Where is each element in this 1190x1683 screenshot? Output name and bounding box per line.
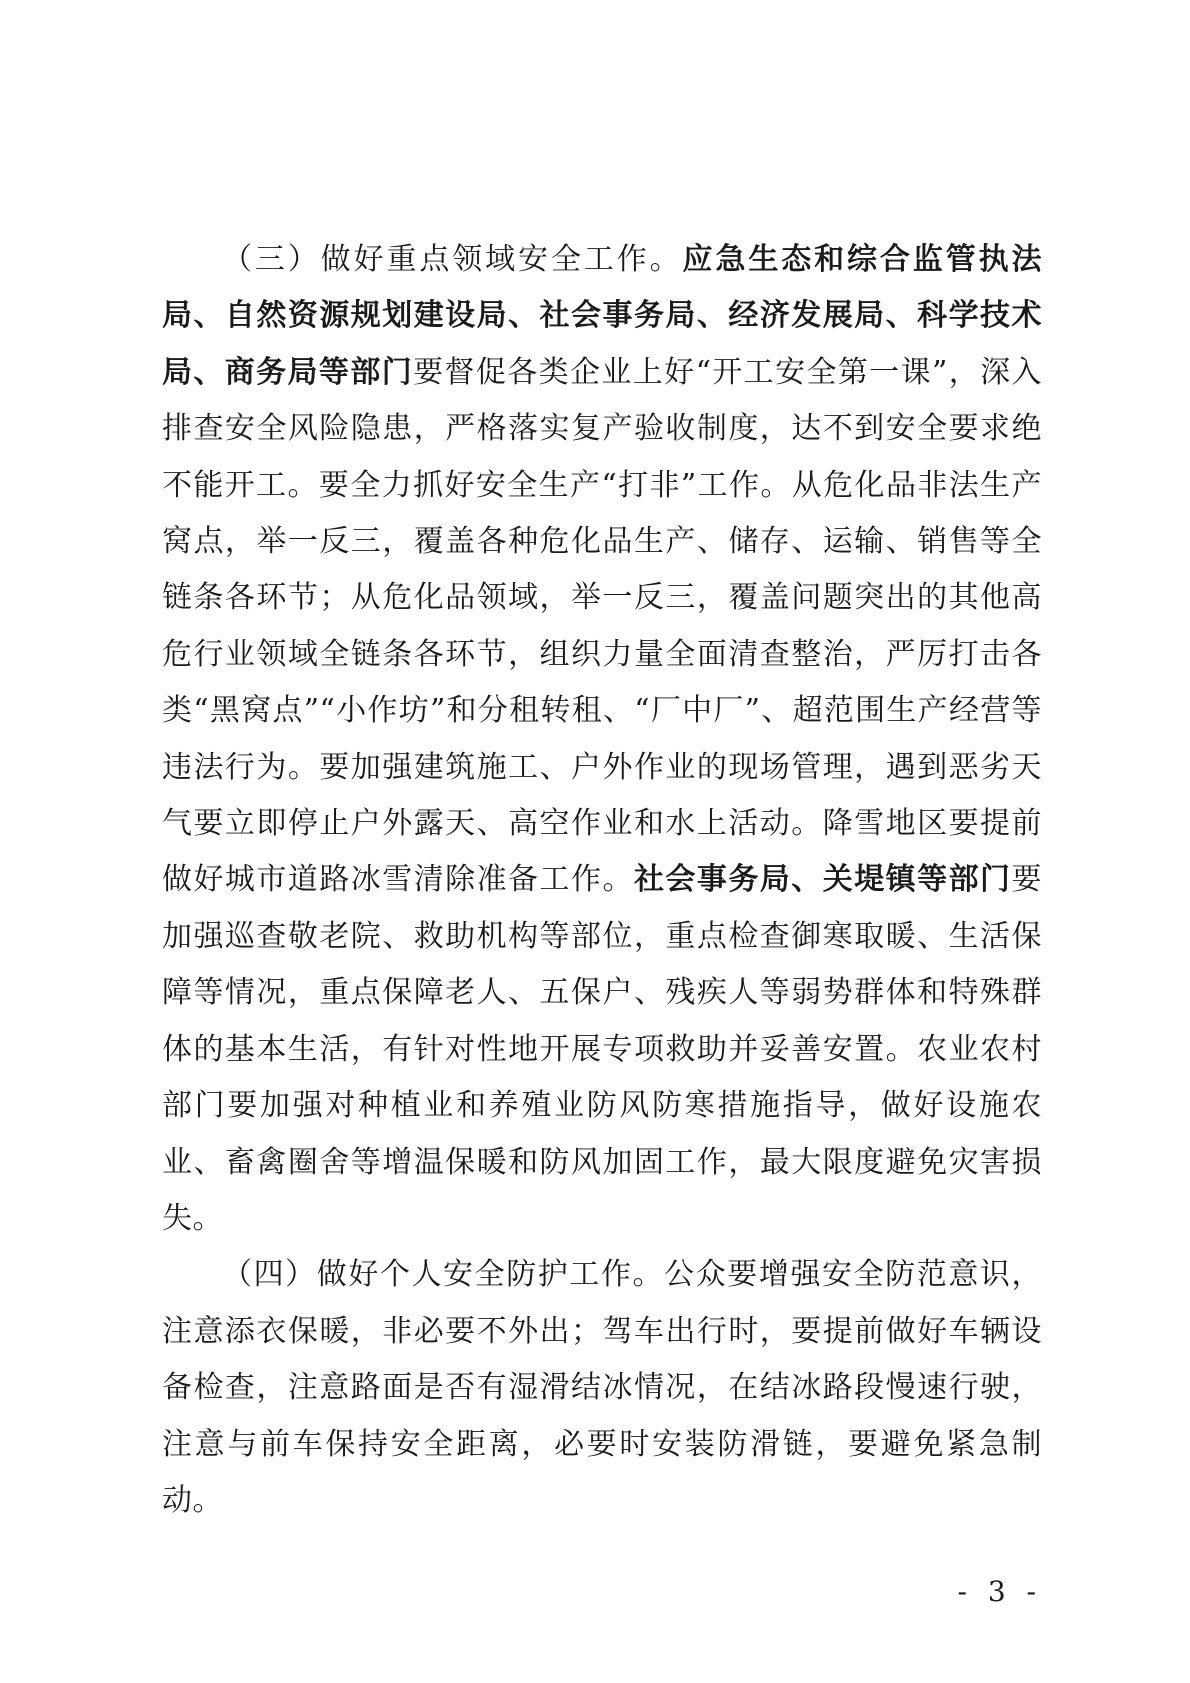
paragraph-heading: （三）做好重点领域安全工作。 [222, 242, 683, 277]
paragraph-text: 要督促各类企业上好“开工安全第一课”，深入排查安全风险隐患，严格落实复产验收制度，达不到安全要求绝不能开工。要全力抓好安全生产“打非”工作。从危化品非法生产窝点，举一反三，覆盖各种危化品生产、储存、运输、销售等全链条各环节；从危化品领域，举一反三，覆盖问题突出的其他高危行业领域全链条各环节，组织力量全面清查整治，严厉打击各类“黑窝点”“小作坊”和分租转租、“厂中厂”、超范围生产经营等违法行为。要加强建筑施工、户外作业的现场管理，遇到恶劣天气要立即停止户外露天、高空作业和水上活动。降雪地区要提前做好城市道路冰雪清除准备工作。 [162, 354, 1042, 898]
paragraph-text: 要加强巡查敬老院、救助机构等部位，重点检查御寒取暖、生活保障等情况，重点保障老人、五保户、残疾人等弱势群体和特殊群体的基本生活，有针对性地开展专项救助并妥善安置。农业农村部门要加强对种植业和养殖业防风防寒措施指导，做好设施农业、畜禽圈舍等增温保暖和防风加固工作，最大限度避免灾害损失。 [162, 862, 1043, 1236]
paragraph-section-4 [162, 1247, 1042, 1529]
bold-departments: 社会事务局、关堤镇等部门 [633, 862, 1012, 898]
page-number: - 3 - [957, 1575, 1042, 1608]
paragraph-section-3 [162, 232, 1042, 1247]
document-body [162, 232, 1042, 1529]
bold-departments: 应急生态和综合监管执法局、自然资源规划建设局、社会事务局、经济发展局、科学技术局、商务局等部门 [162, 242, 1043, 390]
paragraph-text: （四）做好个人安全防护工作。公众要增强安全防范意识，注意添衣保暖，非必要不外出；驾车出行时，要提前做好车辆设备检查，注意路面是否有湿滑结冰情况，在结冰路段慢速行驶，注意与前车保持安全距离，必要时安装防滑链，要避免紧急制动。 [162, 1257, 1042, 1518]
